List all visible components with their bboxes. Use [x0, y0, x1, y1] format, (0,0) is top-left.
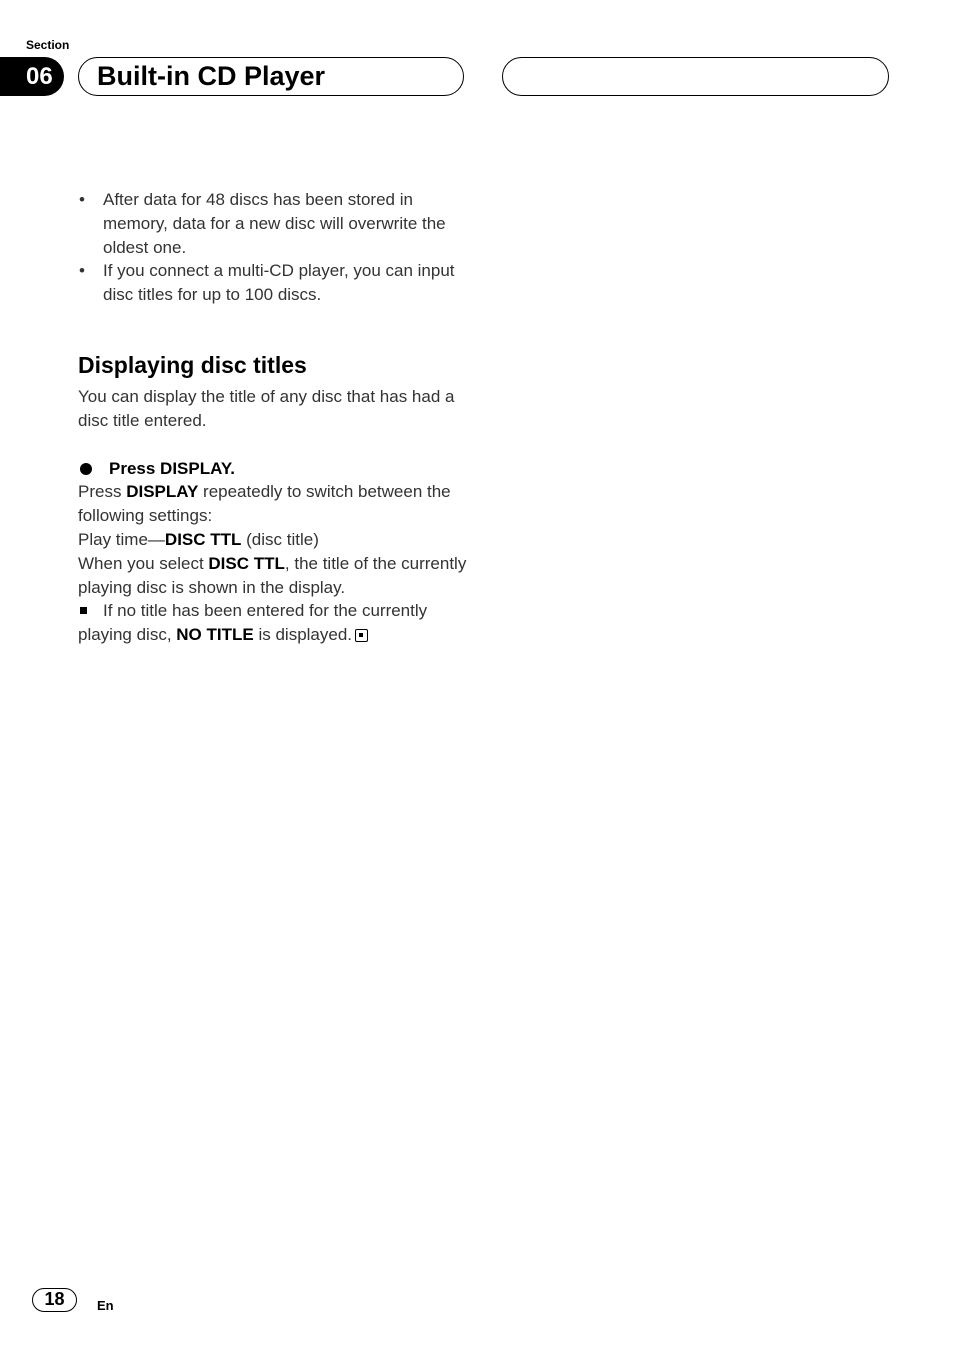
empty-title-box [502, 57, 889, 96]
body-paragraph: Play time—DISC TTL (disc title) [78, 529, 319, 549]
language-label: En [97, 1298, 114, 1313]
section-number-badge: 06 [0, 57, 64, 96]
chapter-title-box [78, 57, 464, 96]
body-paragraph: Press DISPLAY repeatedly to switch between the following settings: [78, 482, 451, 526]
bullet-icon: • [79, 190, 85, 209]
section-heading: Displaying disc titles [78, 351, 307, 378]
note-square-icon [80, 607, 87, 614]
chapter-title: Built-in CD Player [97, 61, 326, 91]
intro-paragraph: You can display the title of any disc that has had a disc title entered. [78, 386, 455, 430]
step-bullet-icon [80, 463, 92, 475]
bullet-list [78, 188, 468, 307]
list-item: • After data for 48 discs has been stored in memory, data for a new disc will overwrite the oldest one. [79, 190, 446, 257]
step-instruction: Press DISPLAY. [78, 457, 468, 481]
main-content [78, 188, 468, 647]
body-paragraph: When you select DISC TTL, the title of the currently playing disc is shown in the display. [78, 553, 467, 597]
page-number: 18 [32, 1288, 77, 1312]
section-label: Section [26, 38, 70, 52]
end-of-section-icon [355, 629, 368, 642]
list-item: • If you connect a multi-CD player, you can input disc titles for up to 100 discs. [79, 261, 455, 305]
bullet-icon: • [79, 261, 85, 281]
note-paragraph: If no title has been entered for the currently playing disc, NO TITLE is displayed. [78, 601, 428, 645]
